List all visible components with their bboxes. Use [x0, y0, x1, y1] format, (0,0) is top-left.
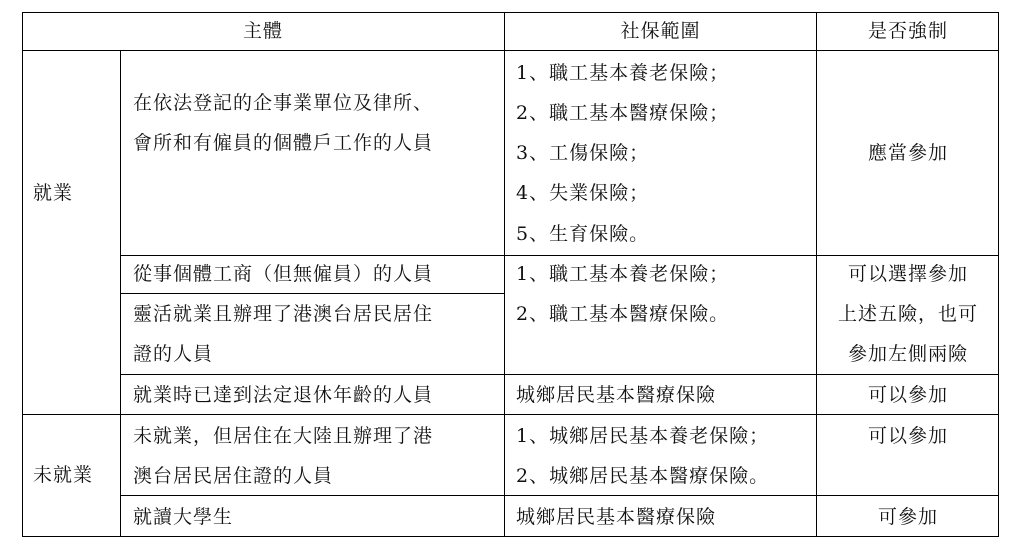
row6-scope: 城鄉居民基本醫療保險	[516, 506, 717, 528]
row1-scope-item5: 5、生育保險。	[516, 223, 650, 245]
group-employed: 就業	[33, 182, 74, 204]
row4-scope: 城鄉居民基本醫療保險	[516, 384, 717, 406]
row6-subject: 就讀大學生	[133, 506, 234, 528]
row5-scope-item1: 1、城鄉居民基本養老保險；	[516, 425, 770, 447]
row1-scope-item3: 3、工傷保險；	[516, 142, 650, 164]
row3-subject-line2: 證的人員	[133, 343, 214, 365]
row1-subject-line1: 在依法登記的企事業單位及律所、	[133, 92, 434, 114]
row1-subject-line2: 會所和有僱員的個體戶工作的人員	[133, 132, 434, 154]
row2-mandatory-line2: 上述五險，也可	[837, 303, 978, 325]
row2-mandatory-line1: 可以選擇參加	[847, 263, 968, 285]
row4-mandatory: 可以參加	[867, 384, 948, 406]
row1-scope-item4: 4、失業保險；	[516, 182, 650, 204]
header-scope: 社保範圍	[620, 20, 701, 42]
row5-mandatory: 可以參加	[867, 425, 948, 447]
row2-subject: 從事個體工商（但無僱員）的人員	[133, 263, 434, 285]
row5-subject-line2: 澳台居民居住證的人員	[133, 465, 334, 487]
row2-mandatory-line3: 參加左側兩險	[847, 343, 968, 365]
row1-scope-item1: 1、職工基本養老保險；	[516, 62, 730, 84]
group-unemployed: 未就業	[33, 464, 94, 486]
row5-scope-item2: 2、城鄉居民基本醫療保險。	[516, 465, 770, 487]
header-mandatory: 是否強制	[867, 20, 948, 42]
row6-mandatory: 可參加	[877, 506, 938, 528]
row2-scope-item1: 1、職工基本養老保險；	[516, 263, 730, 285]
row1-scope-item2: 2、職工基本醫療保險；	[516, 102, 730, 124]
row5-subject-line1: 未就業，但居住在大陸且辦理了港	[133, 425, 434, 447]
row4-subject: 就業時已達到法定退休年齡的人員	[133, 384, 434, 406]
row3-subject-line1: 靈活就業且辦理了港澳台居民居住	[133, 303, 434, 325]
row2-scope-item2: 2、職工基本醫療保險。	[516, 303, 730, 325]
header-subject: 主體	[242, 20, 283, 42]
row1-mandatory: 應當參加	[867, 142, 948, 164]
